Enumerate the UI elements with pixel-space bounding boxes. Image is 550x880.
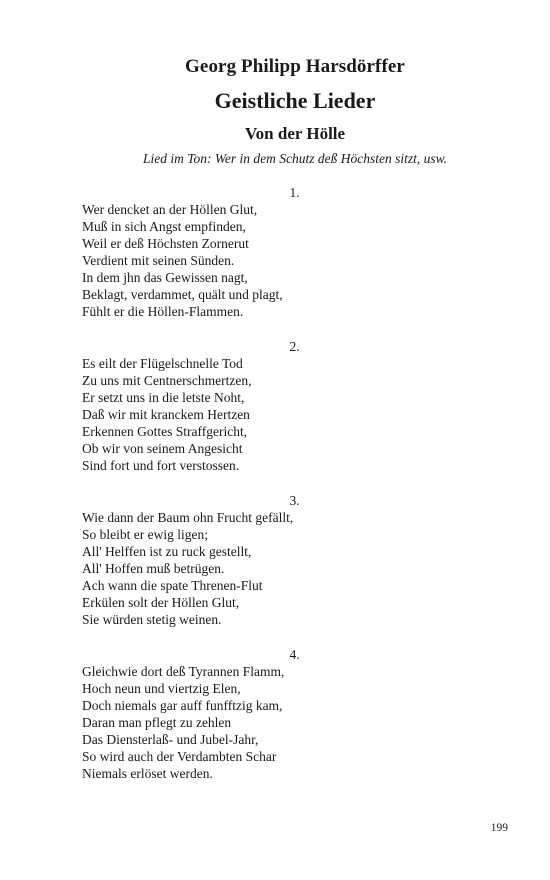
- verse-line: Er setzt uns in die letste Noht,: [82, 390, 245, 405]
- stanza: [82, 646, 382, 782]
- stanza: [82, 338, 382, 474]
- stanza: [82, 184, 382, 320]
- verse-line: All' Hoffen muß betrügen.: [82, 561, 225, 576]
- verse-line: Hoch neun und viertzig Elen,: [82, 681, 241, 696]
- verse-line: Niemals erlöset werden.: [82, 766, 213, 781]
- verse-line: Erkennen Gottes Straffgericht,: [82, 424, 248, 439]
- melody-subtitle: Lied im Ton: Wer in dem Schutz deß Höchsten sitzt, usw.: [142, 151, 447, 166]
- verse-line: Wie dann der Baum ohn Frucht gefällt,: [82, 510, 294, 525]
- verse-line: So bleibt er ewig ligen;: [82, 527, 208, 542]
- verse-line: Beklagt, verdammet, quält und plagt,: [82, 287, 283, 302]
- verse-line: Ob wir von seinem Angesicht: [82, 441, 243, 456]
- verse-line: Erkülen solt der Höllen Glut,: [82, 595, 240, 610]
- stanza-number: 4.: [289, 647, 300, 662]
- verse-line: Weil er deß Höchsten Zornerut: [82, 236, 249, 251]
- verse-line: Zu uns mit Centnerschmertzen,: [82, 373, 252, 388]
- verse-line: So wird auch der Verdambten Schar: [82, 749, 277, 764]
- poem-body: [82, 184, 382, 800]
- stanza-number: 2.: [289, 339, 300, 354]
- verse-line: Muß in sich Angst empfinden,: [82, 219, 246, 234]
- poem-title: Von der Hölle: [244, 124, 346, 143]
- verse-line: Daß wir mit kranckem Hertzen: [82, 407, 250, 422]
- verse-line: Daran man pflegt zu zehlen: [82, 715, 232, 730]
- verse-line: Fühlt er die Höllen-Flammen.: [82, 304, 244, 319]
- verse-line: Gleichwie dort deß Tyrannen Flamm,: [82, 664, 285, 679]
- stanza-number: 3.: [289, 493, 300, 508]
- verse-line: Doch niemals gar auff funfftzig kam,: [82, 698, 283, 713]
- verse-line: All' Helffen ist zu ruck gestellt,: [82, 544, 252, 559]
- verse-line: Es eilt der Flügelschnelle Tod: [82, 356, 243, 371]
- verse-line: Verdient mit seinen Sünden.: [82, 253, 235, 268]
- verse-line: Sie würden stetig weinen.: [82, 612, 222, 627]
- stanza-number: 1.: [289, 185, 300, 200]
- verse-line: Ach wann die spate Threnen-Flut: [82, 578, 263, 593]
- verse-line: Sind fort und fort verstossen.: [82, 458, 240, 473]
- page-number: 199: [490, 822, 508, 834]
- verse-line: Wer dencket an der Höllen Glut,: [82, 202, 258, 217]
- verse-line: In dem jhn das Gewissen nagt,: [82, 270, 248, 285]
- stanza: [82, 492, 382, 628]
- book-title: Geistliche Lieder: [214, 88, 376, 113]
- author-name: Georg Philipp Harsdörffer: [185, 56, 405, 77]
- verse-line: Das Diensterlaß- und Jubel-Jahr,: [82, 732, 259, 747]
